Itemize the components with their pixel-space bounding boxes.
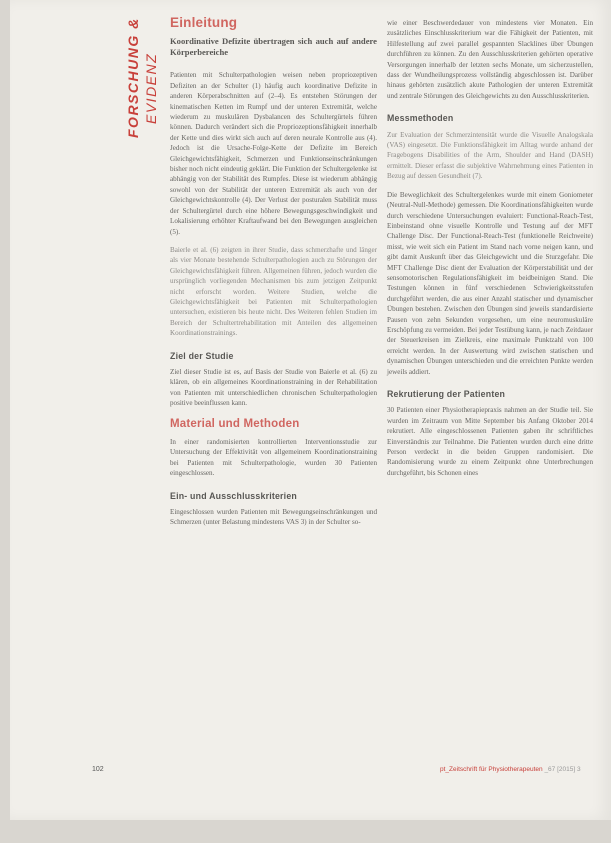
section-side-label	[118, 17, 170, 200]
footer-journal: pt_Zeitschrift für Physiotherapeuten	[440, 766, 543, 773]
side-label-line1: FORSCHUNG &	[125, 17, 141, 138]
heading-material: Material und Methoden	[170, 417, 300, 430]
heading-ziel: Ziel der Studie	[170, 350, 234, 361]
side-label-line2: EVIDENZ	[143, 52, 159, 124]
subheading: Koordinative Defizite übertragen sich auch auf andere Körperbereiche	[170, 36, 377, 58]
paragraph: Die Beweglichkeit des Schultergelenkes wurde mit einem Goniometer (Neutral-Null-Methode) gemessen. Die Koordinationsfähigkeiten wurde durch verschiedene Untersuchungen evaluiert: Functional-Reach-Test, Einbeinstand ohne visuelle Kontrolle und Testung auf der MFT Challenge Disc. Der Functional-Reach-Test (funktionelle Reichweite) misst, wie weit sich ein Patient im Stand nach vorne neigen kann, und gibt damit Auskunft über das Gleichgewicht und die Sturzgefahr. Die MFT Challenge Disc dient der Evaluation der Körperstabilität und der sensomotorischen Regulationsfähigkeit im beidbeinigen Stand. Die Testungen können in fünf verschiedenen Schwierigkeitsstufen durchgeführt werden, die aus einer Anzahl statischer und dynamischer Übungen bestehen. Zwischen den Übungen sind jeweils standardisierte Pausen von zehn Sekunden vorgesehen, um eine neuromuskuläre Erschöpfung zu vermeiden. Bei jeder Testübung kann, je nach Zeitdauer der Steuerkreisen im Zielkreis, eine maximale Punktzahl von 100 erreicht werden. In der Auswertung wird zwischen statischen und dynamischen Übungen unterschieden und die erreichten Punkte werden jeweils addiert.	[387, 190, 593, 376]
heading-rekrutierung: Rekrutierung der Patienten	[387, 389, 506, 399]
paragraph: Ziel dieser Studie ist es, auf Basis der Studie von Baierle et al. (6) zu klären, ob ein allgemeines Koordinationstraining in der Rehabilitation von Patienten mit unterschiedlichen chronischen Schulterpathologien positive beeinflussen kann.	[170, 367, 377, 408]
paragraph: Baierle et al. (6) zeigten in ihrer Studie, dass schmerzhafte und länger als vier Monate bestehende Schulterpathologien auch zu Störungen der Gleichgewichtsfähigkeit führen. Allgemeinen führen, jedoch wurden die ursprünglich vorliegenden Mechanismen bis zum jetzigen Zeitpunkt nicht erforscht worden. Weitere Studien, welche die Gleichgewichtsfähigkeit bei Patienten mit Schulterpathologien untersuchen, existieren bis heute nicht. Des Weiteren fehlen Studien im Bereich der Schultertrehabilitation mit Anteilen des allgemeinen Koordinationstrainings.	[170, 245, 377, 338]
paragraph: Zur Evaluation der Schmerzintensität wurde die Visuelle Analogskala (VAS) eingesetzt. Die Funktionsfähigkeit im Alltag wurde anhand der Fragebogens Disabilities of the Arm, Shoulder and Hand (DASH) ermittelt. Dieser erfasst die subjektive Wahrnehmung eines Patienten in Bezug auf dessen Gesundheit (7).	[387, 130, 593, 181]
paragraph: wie einer Beschwerdedauer von mindestens vier Monaten. Ein zusätzliches Einschlusskriterium war die Fähigkeit der Patienten, mit Hilfestellung auf zwei parallel gespannten Slacklines über Übungen durchführen zu können. Zu den Ausschlusskriterien gehörten operative Versorgungen innerhalb der letzten sechs Monate, um sicherzustellen, dass der Wundheilungsprozess vollständig abgeschlossen ist. Darüber hinaus gehörten zusätzlich akute Pathologien der unteren Extremität und zentrale Störungen des Gleichgewichts zu den Ausschlusskriterien.	[387, 19, 593, 100]
paragraph: Eingeschlossen wurden Patienten mit Bewegungseinschränkungen und Schmerzen (unter Belastung mindestens VAS 3) in der Schulter so-	[170, 508, 377, 527]
paragraph: 30 Patienten einer Physiotherapiepraxis nahmen an der Studie teil. Sie wurden im Zeitraum von Mitte September bis Anfang Oktober 2014 rekrutiert. Alle eingeschlossenen Patienten gaben ihr schriftliches Einverständnis zur Teilnahme. Die Patienten wurden durch eine dritte Person verdeckt in die beiden Gruppen randomisiert. Die Randomisierung wurde zu einem Zeitpunkt ohne Unterbrechungen durchgeführt, bis Schonen eines	[387, 406, 593, 477]
paragraph: Patienten mit Schulterpathologien weisen neben propriozeptiven Defiziten an der Schulter (1) häufig auch koordinative Defizite in anderen Körperabschnitten auf (2–4). Es entstehen Störungen der kinematischen Ketten im Rumpf und der unteren Extremität, welche wiederum zu muskulären Dysbalancen des Schultergürtels führen können. Dadurch verändert sich die Propriozeptionsfähigkeit innerhalb der Kette und dies wirkt sich auch auf deren neurale Kontrolle aus (4). Jedoch ist die Ursache-Folge-Kette der Defizite im Bereich Gleichgewichtsfähigkeit, Schmerzen und Funktionseinschränkungen bisher noch nicht eindeutig geklärt. Die Funktion der Schultergelenke ist abhängig von der Stabilität des Rumpfes. Diese ist wiederum abhängig sowohl von der Stabilität der unteren Extremität als auch von der Gleichgewichtskontrolle (4). Der Verlust der posturalen Stabilität muss der Schultergürtel durch eine höhere Bewegungsgeschwindigkeit und Lokalisierung erhöhter Kraftaufwand bei den Bewegungen ausgleichen (5).	[170, 71, 377, 236]
footer-meta: _67 [2015] 3	[544, 766, 581, 773]
journal-footer	[440, 766, 581, 773]
page-number: 102	[92, 766, 104, 773]
heading-einleitung: Einleitung	[170, 15, 238, 30]
right-column	[387, 18, 593, 486]
heading-messmethoden: Messmethoden	[387, 113, 454, 124]
heading-ein-ausschluss: Ein- und Ausschlusskriterien	[170, 490, 297, 501]
paragraph: In einer randomisierten kontrollierten Interventionsstudie zur Untersuchung der Effektivität von allgemeinem Koordinationstraining bei Patienten mit Schulterpathologie, wurden 30 Patienten eingeschlossen.	[170, 438, 377, 478]
left-column	[170, 15, 377, 536]
document-page	[10, 0, 611, 820]
